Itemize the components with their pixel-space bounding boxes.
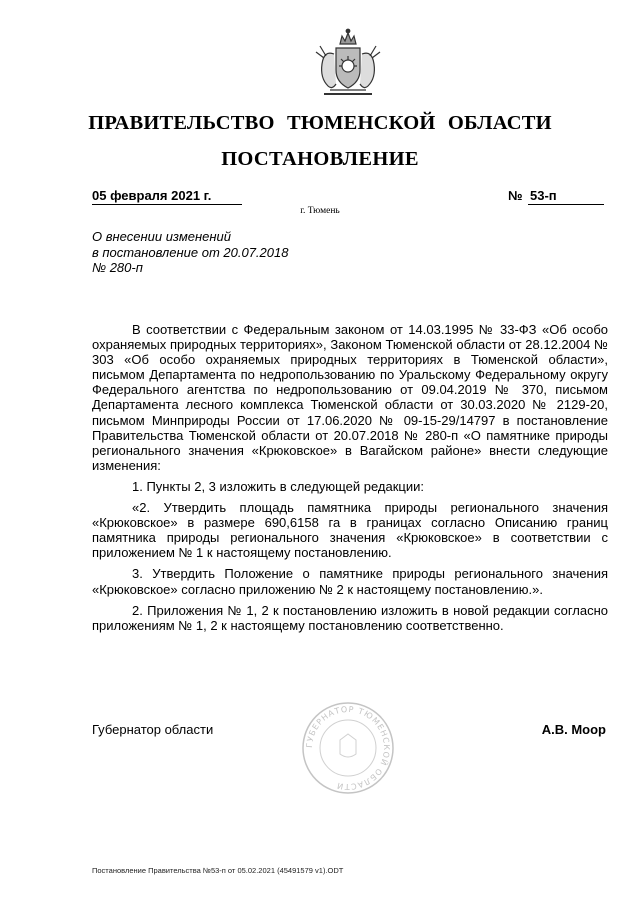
body-paragraph: 3. Утвердить Положение о памятнике природы регионального значения «Крюковское» согласно приложению № 2 к настоящему постановлению.».: [92, 566, 608, 597]
svg-text:ГУБЕРНАТОР ТЮМЕНСКОЙ ОБЛАСТИ: ГУБЕРНАТОР ТЮМЕНСКОЙ ОБЛАСТИ: [304, 704, 392, 792]
document-body: [92, 322, 608, 633]
document-type-title: ПОСТАНОВЛЕНИЕ: [221, 148, 419, 170]
city-label: г. Тюмень: [300, 206, 340, 216]
document-subject: [92, 229, 352, 276]
document-number-label: №: [508, 188, 523, 203]
body-paragraph: 2. Приложения № 1, 2 к постановлению изложить в новой редакции согласно приложениям № 1, 2 к настоящему постановлению соответственно.: [92, 602, 608, 633]
coat-of-arms-emblem: [306, 24, 390, 108]
signer-title: Губернатор области: [92, 722, 214, 737]
body-paragraph: «2. Утвердить площадь памятника природы регионального значения «Крюковское» в размере 690,6158 га в границах согласно Описанию границ памятника природы регионального значения «Крюковское» в соответствии с приложением № 1 к настоящему постановлению.: [92, 500, 608, 561]
document-number: 53-п: [528, 188, 604, 205]
document-footer: Постановление Правительства №53-п от 05.02.2021 (45491579 v1).ODT: [92, 866, 344, 875]
organization-title: ПРАВИТЕЛЬСТВО ТЮМЕНСКОЙ ОБЛАСТИ: [88, 112, 552, 134]
subject-line: в постановление от 20.07.2018: [92, 244, 289, 260]
body-paragraph: 1. Пункты 2, 3 изложить в следующей редакции:: [132, 478, 424, 494]
body-paragraph: В соответствии с Федеральным законом от 14.03.1995 № 33-ФЗ «Об особо охраняемых природных территориях», Законом Тюменской области от 28.12.2004 № 303 «Об особо охраняемых природных территориях в Тюменской области», письмом Департамента по недропользованию по Уральскому Федеральному округу Федерального агентства по недропользованию от 09.04.2019 № 370, письмом Департамента лесного комплекса Тюменской области от 30.03.2020 № 2129-20, письмом Минприроды России от 17.06.2020 № 09-15-29/14797 в постановление Правительства Тюменской области от 20.07.2018 № 280-п «О памятнике природы регионального значения «Крюковское» в Вагайском районе» внести следующие изменения:: [92, 322, 608, 473]
subject-line: № 280-п: [92, 260, 143, 275]
signer-name: А.В. Моор: [541, 722, 606, 737]
document-date: 05 февраля 2021 г.: [92, 188, 242, 205]
official-seal: [300, 700, 396, 796]
subject-line: О внесении изменений: [92, 229, 231, 244]
